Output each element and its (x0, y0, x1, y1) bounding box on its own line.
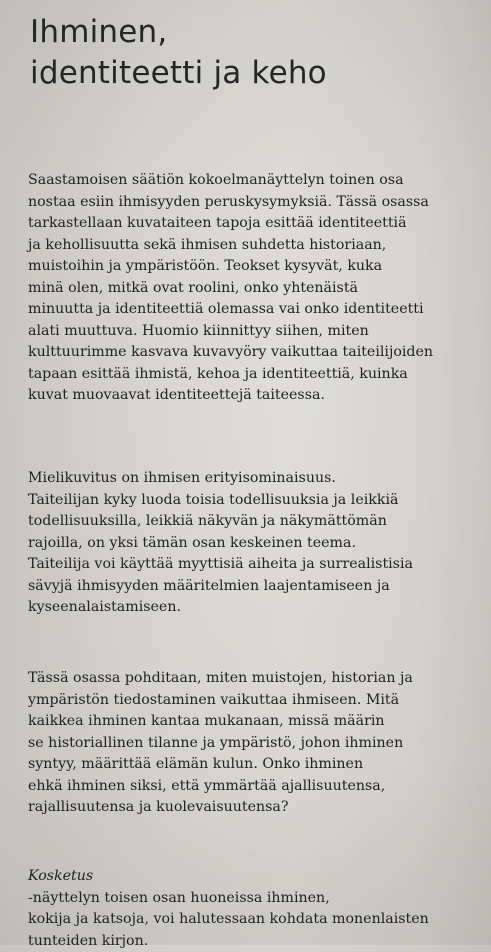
text-line: nostaa esiin ihmisyyden peruskysymyksiä. Tässä osassa (28, 192, 433, 214)
paragraph-intro (28, 170, 433, 407)
text-line: minuutta ja identiteettiä olemassa vai onko identiteetti (28, 299, 433, 321)
text-line: kuvat muovaavat identiteettejä taiteessa. (28, 385, 433, 407)
text-line: minä olen, mitkä ovat roolini, onko yhtenäistä (28, 278, 433, 300)
title-line: Ihminen, (30, 12, 327, 53)
text-line: ympäristön tiedostaminen vaikuttaa ihmiseen. Mitä (28, 690, 413, 712)
text-line: se historiallinen tilanne ja ympäristö, johon ihminen (28, 733, 413, 755)
text-line: kulttuurimme kasvava kuvavyöry vaikuttaa taiteilijoiden (28, 342, 433, 364)
text-line: Tässä osassa pohditaan, miten muistojen, historian ja (28, 668, 413, 690)
text-line: ja kehollisuutta sekä ihmisen suhdetta historiaan, (28, 235, 433, 257)
text-line: rajoilla, on yksi tämän osan keskeinen teema. (28, 533, 413, 555)
text-line: tapaan esittää ihmistä, kehoa ja identiteettiä, kuinka (28, 364, 433, 386)
paragraph-closing (28, 866, 429, 952)
text-line: Taiteilijan kyky luoda toisia todellisuuksia ja leikkiä (28, 490, 413, 512)
text-line: kaikkea ihminen kantaa mukanaan, missä määrin (28, 711, 413, 733)
text-line: Mielikuvitus on ihmisen erityisominaisuus. (28, 468, 413, 490)
text-line: alati muuttuva. Huomio kiinnittyy siihen, miten (28, 321, 433, 343)
text-line: tarkastellaan kuvataiteen tapoja esittää identiteettiä (28, 213, 433, 235)
text-line: ehkä ihminen siksi, että ymmärtää ajallisuutensa, (28, 776, 413, 798)
text-line (28, 866, 429, 909)
text-line: syntyy, määrittää elämän kulun. Onko ihminen (28, 754, 413, 776)
text-line: kyseenalaistamiseen. (28, 597, 413, 619)
title-line: identiteetti ja keho (30, 53, 327, 94)
text-line: kokija ja katsoja, voi halutessaan kohdata monenlaisten (28, 909, 429, 931)
paragraph-imagination (28, 468, 413, 619)
text-line: todellisuuksilla, leikkiä näkyvän ja näkymättömän (28, 511, 413, 533)
text-line: muistoihin ja ympäristöön. Teokset kysyvät, kuka (28, 256, 433, 278)
text-line: Taiteilija voi käyttää myyttisiä aiheita ja surrealistisia (28, 554, 413, 576)
text-line: tunteiden kirjon. (28, 931, 429, 952)
page-title (30, 12, 327, 94)
exhibition-name: Kosketus (28, 866, 429, 888)
text-line: rajallisuutensa ja kuolevaisuutensa? (28, 797, 413, 819)
text-fragment: -näyttelyn toisen osan huoneissa ihminen, (28, 888, 429, 910)
text-line: Saastamoisen säätiön kokoelmanäyttelyn toinen osa (28, 170, 433, 192)
text-line: sävyjä ihmisyyden määritelmien laajentamiseen ja (28, 576, 413, 598)
paragraph-memory-history (28, 668, 413, 819)
